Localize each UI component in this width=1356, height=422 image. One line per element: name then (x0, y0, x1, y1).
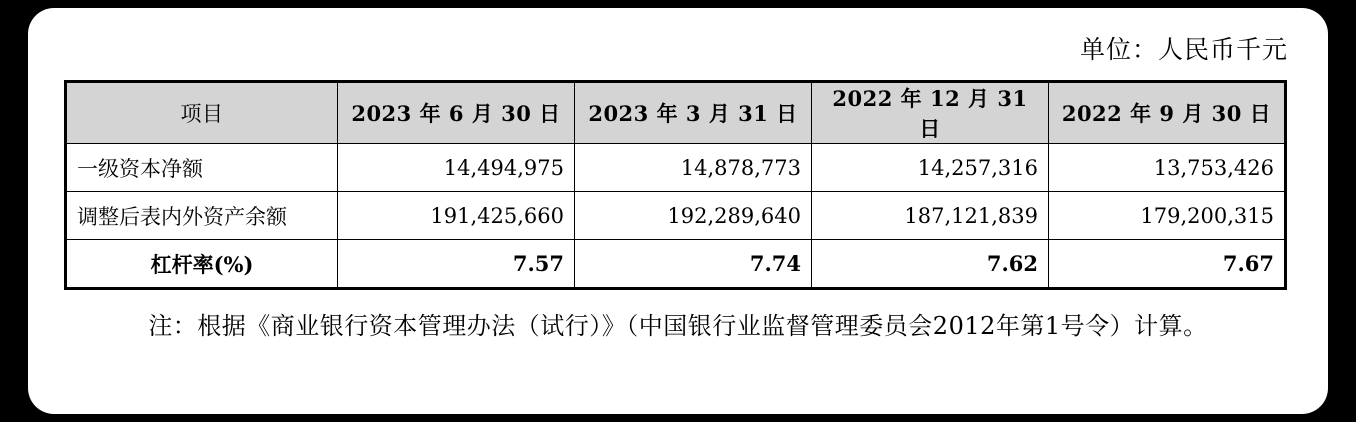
row-label-tier1-capital: 一级资本净额 (66, 144, 338, 192)
cell-leverage-2022-12-31: 7.62 (812, 240, 1049, 289)
table-row (66, 240, 1286, 289)
table-header-row (66, 82, 1286, 144)
table-footnote: 注：根据《商业银行资本管理办法（试行）》（中国银行业监督管理委员会2012年第1号令）计算。 (148, 312, 1208, 340)
row-label-adjusted-assets: 调整后表内外资产余额 (66, 192, 338, 240)
cell-leverage-2023-06-30: 7.57 (338, 240, 575, 289)
cell-leverage-2022-09-30: 7.67 (1049, 240, 1286, 289)
document-page (28, 8, 1328, 414)
cell-assets-2022-12-31: 187,121,839 (812, 192, 1049, 240)
page-content (60, 30, 1296, 390)
column-header-item: 项目 (66, 82, 338, 144)
column-header-2023-03-31: 2023 年 3 月 31 日 (575, 82, 812, 144)
table-row (66, 144, 1286, 192)
unit-note: 单位：人民币千元 (1079, 35, 1288, 64)
column-header-2022-12-31: 2022 年 12 月 31 日 (812, 82, 1049, 144)
row-label-leverage-ratio: 杠杆率(%) (66, 240, 338, 289)
column-header-2023-06-30: 2023 年 6 月 30 日 (338, 82, 575, 144)
leverage-ratio-table (64, 80, 1287, 290)
cell-tier1-2022-09-30: 13,753,426 (1049, 144, 1286, 192)
cell-tier1-2023-03-31: 14,878,773 (575, 144, 812, 192)
column-header-2022-09-30: 2022 年 9 月 30 日 (1049, 82, 1286, 144)
cell-tier1-2022-12-31: 14,257,316 (812, 144, 1049, 192)
cell-assets-2023-06-30: 191,425,660 (338, 192, 575, 240)
cell-assets-2023-03-31: 192,289,640 (575, 192, 812, 240)
table-row (66, 192, 1286, 240)
cell-tier1-2023-06-30: 14,494,975 (338, 144, 575, 192)
cell-leverage-2023-03-31: 7.74 (575, 240, 812, 289)
cell-assets-2022-09-30: 179,200,315 (1049, 192, 1286, 240)
